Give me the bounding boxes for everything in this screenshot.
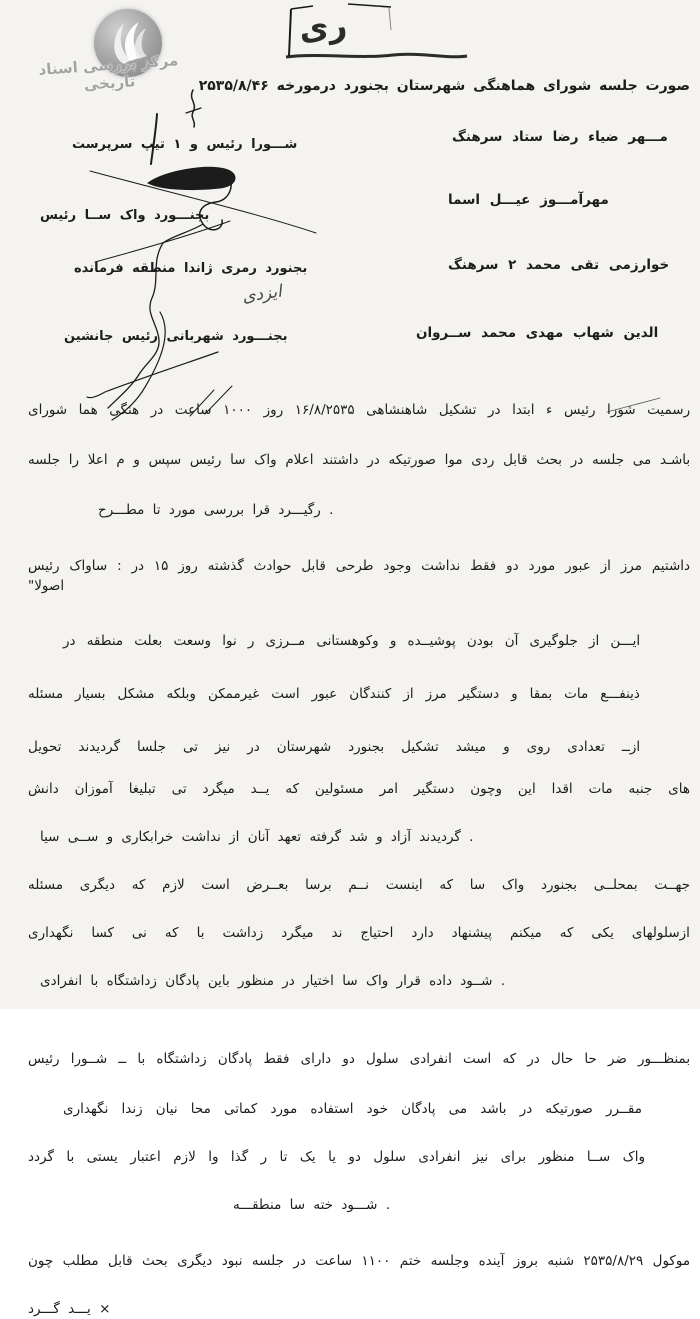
body-line: چون مطلب قابل بحث دیگری نبود جلسه در ساعت ۱۱۰۰ ختم وجلسه آینده بروز شنبه ۲۵۳۵/۸/۲۹ موکول: [28, 1253, 691, 1269]
body-line: تحویل گردیدند جلسا تی نیز در شهرستان بجنورد تشکیل میشد و روی تعدادی ازــ: [28, 739, 641, 755]
body-line: مسئله بسیار مشکل وبلکه غیرممکن است عبور کنندگان از مرز دستگیر و بمقا مات ذینفـــع: [28, 686, 640, 702]
archive-watermark-text: مرکز بررسی اسناد تاریخی: [37, 51, 179, 94]
attendee-name: سرهنگ ستاد رضا ضیاء مـــهر: [452, 129, 668, 145]
body-line: گـــرد یـــد ×: [28, 1301, 111, 1317]
attendee-name: سرهنگ ۲ محمد تقی خوارزمی: [448, 257, 670, 273]
attendee-role: فرمانده منطقه ژاندا رمری بجنورد: [74, 261, 308, 276]
body-line: جلسه را اعلا م و سپس رئیس سا واک اعلام داشتند در صورتیکه موا ردی قابل بحث در جلسه می باشـد: [28, 452, 691, 468]
attendee-name: ســروان محمد مهدی شهاب الدین: [416, 325, 659, 341]
stamp-handwriting: ری: [297, 5, 349, 49]
body-line: مسئله دیگری که لازم است بعــرض برسا نــم اینست که سا واک بجنورد بمحلــی جهــت: [28, 877, 691, 893]
body-line: رئیس ساواک : در ۱۵ روز گذشته حوادث قابل طرحی وجود نداشت فقط دو مورد عبور از مرز داشتیم اصولا": [28, 558, 691, 594]
attendee-name: اسما عیـــل مهرآمـــوز: [448, 192, 609, 208]
gendarmerie-signature-handwriting: ایزدی: [240, 281, 284, 307]
body-line: انفرادی با زداشتگاه پادگان باین منظور در اختیار سا واک قرار داده شــود .: [40, 973, 506, 989]
body-line: نگهداری زندا نیان محا کماتی مورد استفاده خود پادگان می باشد در صورتیکه مقــرر: [63, 1101, 642, 1117]
document-body: [28, 400, 690, 1319]
body-line: گردد با یستی اعتبار لازم وا گذا ر تا یک یا دو سلول انفرادی نیز برای منظور ســا واک: [28, 1149, 645, 1165]
body-line: در منطقه بعلت وسعت نوا ر مــرزی وکوهستانی و پوشیــده بودن آن جلوگیری از ایـــن: [63, 633, 641, 649]
attendee-role: سرپرست تیپ ۱ و رئیس شـــورا: [72, 137, 298, 152]
body-line: سیا ســی و خرابکاری نداشت از آنان تعهد گرفته شد و آزاد گردیدند .: [40, 829, 474, 845]
body-line: دانش آموزان تبلیغا تی میگرد یــد که مسئولین امر دستگیر وچون این اقدا مات جنبه های: [28, 781, 690, 797]
body-line: شورای هما هنگی در ساعت ۱۰۰۰ روز ۱۶/۸/۲۵۳۵ شاهنشاهی تشکیل در ابتدا ء رئیس شورا رسمیت: [28, 402, 691, 418]
body-line: رئیس شــورا ــ با زداشتگاه پادگان فقط دارای دو سلول انفرادی است که در حال حا ضر بمنظـــور: [28, 1051, 691, 1067]
attendee-role: جانشین رئیس شهربانی بجنـــورد: [64, 329, 288, 344]
document-title: صورت جلسه شورای هماهنگی شهرستان بجنورد درمورخه ۲۵۳۵/۸/۴۶: [198, 78, 690, 94]
body-line: نگهداری کسا نی که با زداشت میگرد ند احتیاج دارد پیشنهاد میکنم که یکی ازسلولهای: [28, 925, 690, 941]
body-line: منطقـــه سا خته شـــود .: [233, 1197, 391, 1213]
attendee-role: رئیس ســا واک بجنـــورد: [40, 208, 210, 223]
body-line: مطـــرح تا مورد بررسی قرا رگیـــرد .: [98, 502, 334, 518]
